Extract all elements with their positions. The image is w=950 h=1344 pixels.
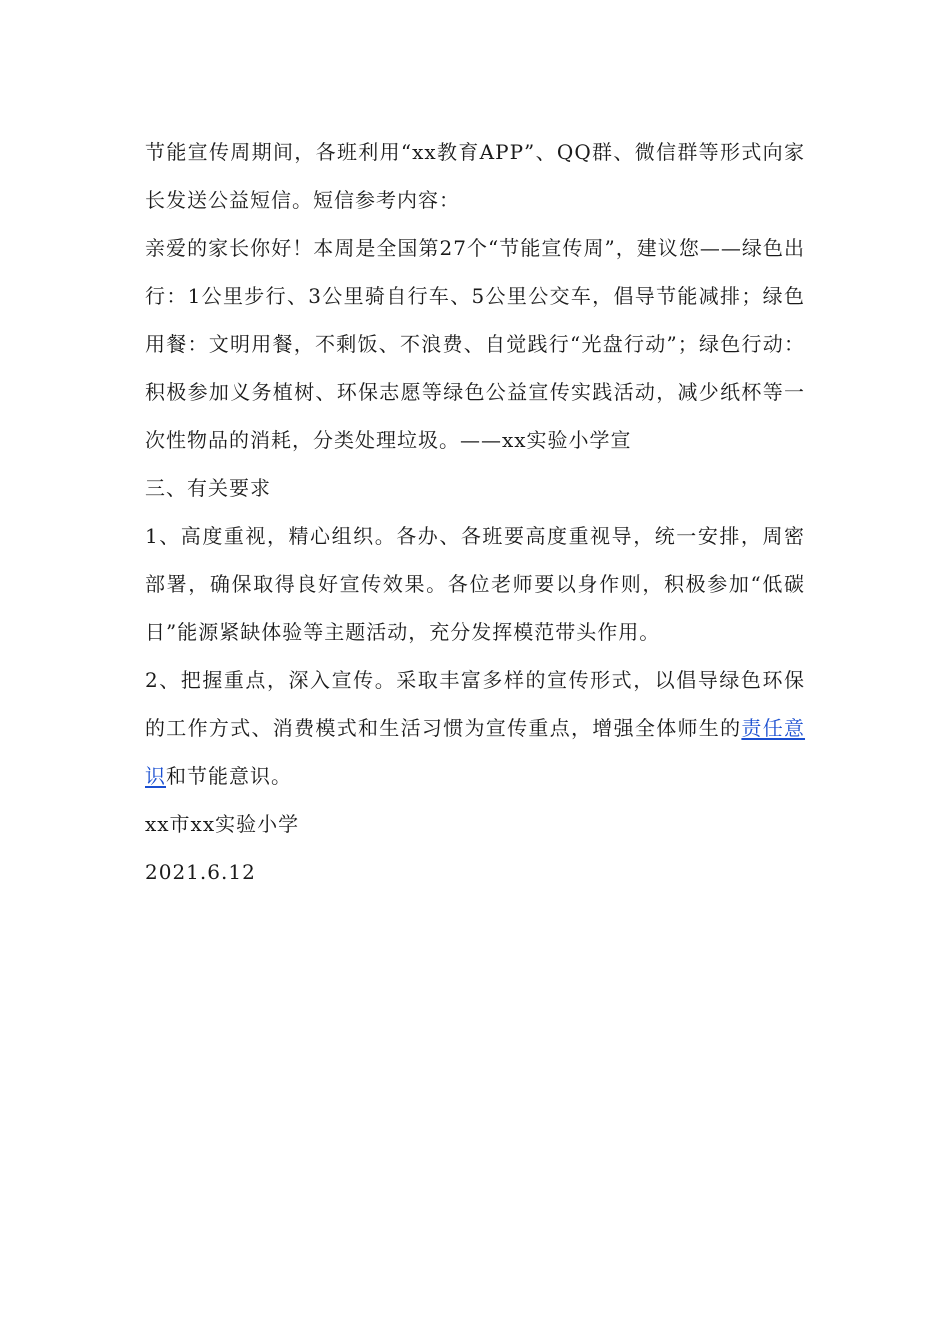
paragraph-sms-content: 亲爱的家长你好！本周是全国第27个“节能宣传周”，建议您——绿色出行：1公里步行、3公里骑自行车、5公里公交车，倡导节能减排；绿色用餐：文明用餐，不剩饭、不浪费、自觉践行“光盘行动”；绿色行动：积极参加义务植树、环保志愿等绿色公益宣传实践活动，减少纸杯等一次性物品的消耗，分类处理垃圾。——xx实验小学宣: [145, 236, 805, 452]
responsibility-awareness-link[interactable]: 责任意识: [145, 716, 806, 788]
paragraph-requirement-2: [145, 656, 805, 800]
signature-date: 2021.6.12: [145, 860, 256, 884]
paragraph-sms-intro: 节能宣传周期间，各班利用“xx教育APP”、QQ群、微信群等形式向家长发送公益短信。短信参考内容：: [145, 140, 805, 212]
requirement-2-text-end: 和节能意识。: [166, 764, 292, 788]
requirement-2-text: 2、把握重点，深入宣传。采取丰富多样的宣传形式，以倡导绿色环保的工作方式、消费模式和生活习惯为宣传重点，增强全体师生的: [145, 668, 805, 740]
paragraph-requirement-1: 1、高度重视，精心组织。各办、各班要高度重视导，统一安排，周密部署，确保取得良好宣传效果。各位老师要以身作则，积极参加“低碳日”能源紧缺体验等主题活动，充分发挥模范带头作用。: [145, 524, 805, 644]
document-body: [145, 128, 805, 896]
signature-organization: xx市xx实验小学: [145, 812, 300, 836]
section-heading-requirements: 三、有关要求: [145, 476, 271, 500]
